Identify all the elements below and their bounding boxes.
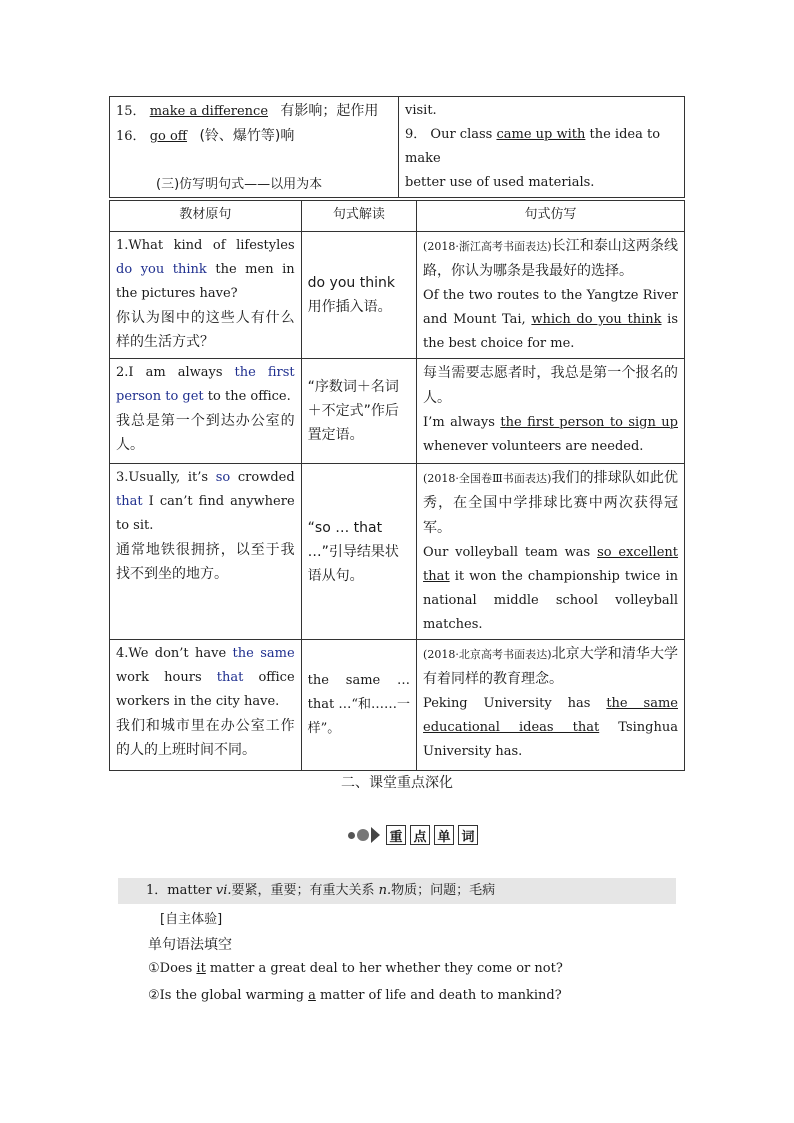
dot-icon [357,829,369,841]
imitate-cell: (2018·北京高考书面表达)北京大学和清华大学有着同样的教育理念。 Peking University has the same educational ideas that Tsinghua University has. [417,640,685,771]
badge-char: 词 [458,825,478,845]
imitate-cell: (2018·全国卷Ⅲ书面表达)我们的排球队如此优秀，在全国中学排球比赛中两次获得冠军。 Our volleyball team was so excellent that it won the championship twice in national middle school volleyball matches. [417,464,685,640]
explain-cell: do you think 用作插入语。 [301,232,416,359]
explain-cell: “序数词＋名词＋不定式”作后置定语。 [301,359,416,464]
vocab-phrase: make a difference [149,104,269,119]
table-row [110,232,685,359]
badge-char: 点 [410,825,430,845]
exercise-item: ①Does it matter a great deal to her whether they come or not? [148,961,563,976]
answer-blank: a [308,988,316,1003]
vocab-right-cell: visit. 9． Our class came up with the idea to make better use of used materials. [399,97,685,198]
arrow-right-icon [371,827,380,843]
answer-blank: it [196,961,206,976]
badge-char: 重 [386,825,406,845]
imitate-cell: (2018·浙江高考书面表达)长江和泰山这两条线路，你认为哪条是我最好的选择。 Of the two routes to the Yangtze River and Mount Tai, which do you think is the best choice for me. [417,232,685,359]
table-row [110,359,685,464]
dot-icon [348,832,355,839]
explain-cell: “so … that …”引导结果状语从句。 [301,464,416,640]
vocab-item-9: 9． Our class came up with the idea to make [405,127,661,166]
word-entry-bar: 1．matter vi.要紧，重要；有重大关系 n.物质；问题；毛病 [118,878,676,904]
key-words-badge [348,824,480,846]
sentence-pattern-table [109,200,685,771]
header-imitate: 句式仿写 [417,201,685,232]
vocab-meaning: (铃、爆竹等)响 [199,128,295,144]
exercise-item: ②Is the global warming a matter of life and death to mankind? [148,988,562,1003]
vocab-phrase: go off [149,129,188,144]
imitate-cell: 每当需要志愿者时，我总是第一个报名的人。 I’m always the first person to sign up whenever volunteers are needed. [417,359,685,464]
header-explain: 句式解读 [301,201,416,232]
original-sentence-cell: 4.We don’t have the same work hours that office workers in the city have. 我们和城市里在办公室工作的人的上班时间不同。 [110,640,302,771]
badge-char: 单 [434,825,454,845]
subsection-title: (三)仿写明句式——以用为本 [156,177,323,192]
original-sentence-cell: 2.I am always the first person to get to the office. 我总是第一个到达办公室的人。 [110,359,302,464]
table-row [110,640,685,771]
header-original: 教材原句 [110,201,302,232]
vocab-item-16: 16． go off (铃、爆竹等)响 [116,128,295,144]
table-row [110,464,685,640]
section-title: 二、课堂重点深化 [341,775,453,791]
original-sentence-cell: 3.Usually, it’s so crowded that I can’t find anywhere to sit. 通常地铁很拥挤，以至于我找不到坐的地方。 [110,464,302,640]
vocab-meaning: 有影响；起作用 [280,103,379,119]
self-check-label: [自主体验] [160,912,223,927]
original-sentence-cell: 1.What kind of lifestyles do you think the men in the pictures have? 你认为图中的这些人有什么样的生活方式？ [110,232,302,359]
headword: matter [167,883,212,898]
explain-cell: the same … that …“和……一样”。 [301,640,416,771]
exercise-title: 单句语法填空 [148,937,232,953]
vocab-item-15: 15． make a difference 有影响；起作用 [116,103,379,119]
table-header-row [110,201,685,232]
